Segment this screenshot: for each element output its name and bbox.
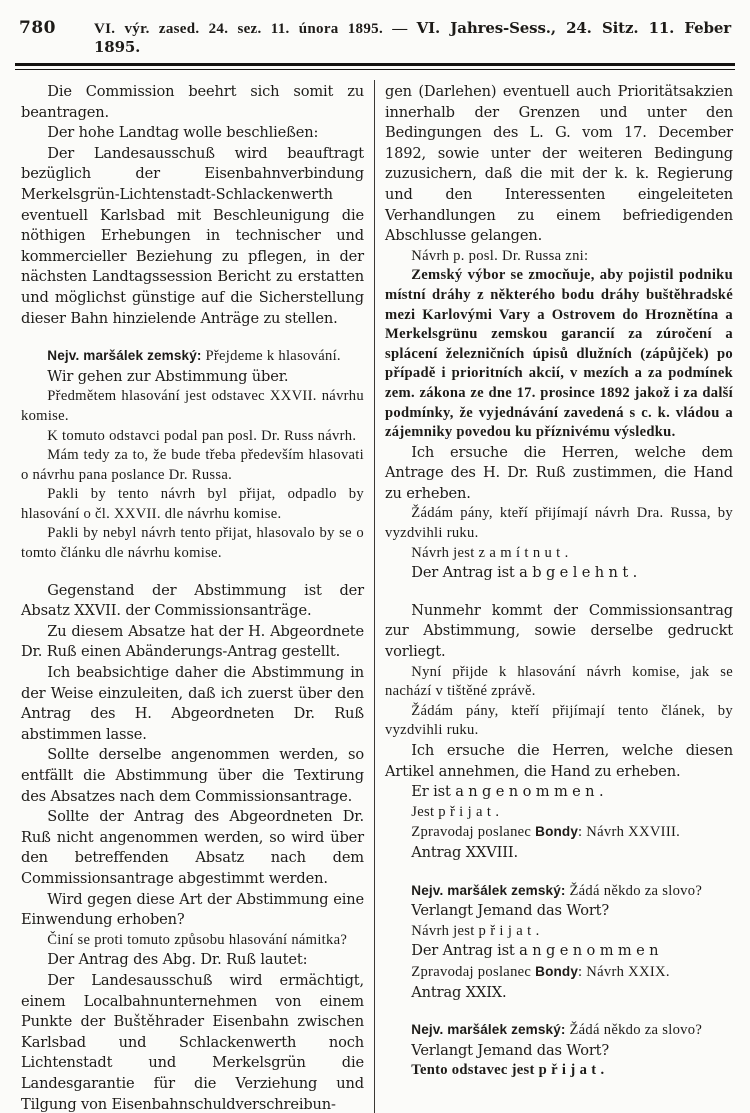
paragraph: [21, 663, 364, 745]
text-run: Návrh p. posl. Dr. Russa zni:: [411, 247, 589, 264]
page-header: [15, 18, 735, 57]
text-run: Antrag XXIX.: [411, 983, 507, 1001]
text-run: přijat.: [538, 1062, 609, 1079]
text-run: Gegenstand der Abstimmung ist der Absatz XXVII. der Commissionsanträge.: [21, 581, 364, 620]
page-number: 780: [19, 18, 56, 38]
running-head-separator: —: [383, 21, 417, 37]
paragraph: [385, 504, 733, 543]
text-run: Der Landesausschuß wird ermächtigt, einem Localbahnunternehmen von einem Punkte der Buštěhrader Eisenbahn zwischen Karlsbad und Schlackenwerth noch Lichtenstadt und Merkelsgrün die Landesgarantie für die Verziehung und Tilgung von Eisenbahnschuldverschreibun-: [21, 971, 364, 1113]
left-column: [15, 80, 375, 1113]
paragraph: [21, 745, 364, 807]
running-head-german: VI. Jahres-Sess., 24. Sitz. 11. Feber 1895.: [94, 19, 731, 56]
paragraph: [385, 601, 733, 663]
text-run: Der hohe Landtag wolle beschließen:: [47, 124, 319, 142]
text-run: zamítnut.: [478, 544, 573, 561]
text-run: Nejv. maršálek zemský:: [411, 882, 570, 898]
paragraph: [385, 563, 733, 584]
paragraph: [21, 524, 364, 563]
paragraph: [385, 922, 733, 942]
text-run: Nyní přijde k hlasování návrh komise, jak se nachází v tištěné zprávě.: [385, 663, 733, 700]
paragraph: [385, 82, 733, 247]
paragraph: [21, 367, 364, 388]
text-run: Bondy: [535, 963, 579, 979]
text-run: Verlangt Jemand das Wort?: [411, 1041, 610, 1059]
text-run: Zu diesem Absatze hat der H. Abgeordnete Dr. Ruß einen Abänderungs-Antrag gestellt.: [21, 622, 364, 661]
text-run: Nejv. maršálek zemský:: [411, 1022, 570, 1038]
text-run: angenommen: [519, 942, 663, 960]
paragraph: [21, 446, 364, 485]
paragraph: [21, 971, 364, 1113]
paragraph: [385, 941, 733, 962]
paragraph: [385, 881, 733, 902]
running-head: [94, 19, 731, 57]
text-run: Mám tedy za to, že bude třeba především hlasovati o návrhu pana poslance Dr. Russa.: [21, 447, 364, 483]
paragraph: [385, 741, 733, 782]
text-run: Bondy: [535, 824, 579, 840]
text-run: Žádá někdo za slovo?: [569, 1022, 703, 1039]
running-head-czech: VI. výr. zased. 24. sez. 11. února 1895.: [94, 21, 384, 37]
text-run: Er ist: [411, 783, 456, 801]
paragraph: [385, 1020, 733, 1041]
text-run: Tento odstavec jest: [411, 1062, 539, 1079]
paragraph: [385, 1041, 733, 1062]
text-run: Verlangt Jemand das Wort?: [411, 902, 610, 920]
paragraph: [21, 346, 364, 367]
paragraph: [21, 427, 364, 447]
paragraph: [21, 387, 364, 426]
text-run: Nunmehr kommt der Commissionsantrag zur Abstimmung, sowie derselbe gedruckt vorliegt.: [385, 601, 733, 661]
text-run: Zemský výbor se zmocňuje, aby pojistil podniku místní dráhy z některého bodu dráhy buštěhradské mezi Karlovými Vary a Ostrovem do Hroznětína a Merkelsgrünu zemskou garancií za zúročení a splácení železničních úpisů dlužních (zápůjček) po případě i prioritních akcií, v mezích a za podmínek zem. zákona ze dne 17. prosince 1892 jakož i za další podmínky, že vyjednávání zavedená s c. k. vládou a zájemniky povedou ku příznivému výsledku.: [385, 267, 733, 441]
paragraph: [21, 123, 364, 144]
text-run: angenommen.: [455, 783, 608, 801]
paragraph: [21, 82, 364, 123]
paragraph: [21, 931, 364, 951]
text-run: Žádá někdo za slovo?: [569, 882, 703, 899]
paragraph: [21, 890, 364, 931]
paragraph: [21, 950, 364, 971]
right-column: [375, 80, 735, 1113]
text-run: Pakli by nebyl návrh tento přijat, hlasovalo by se o tomto článku dle návrhu komise.: [21, 525, 364, 562]
paragraph: [385, 443, 733, 505]
text-run: : Návrh XXIX.: [578, 963, 670, 980]
text-run: Zpravodaj poslanec: [411, 824, 536, 841]
paragraph: [21, 622, 364, 663]
text-run: Wird gegen diese Art der Abstimmung eine Einwendung erhoben?: [21, 890, 364, 929]
paragraph: [385, 1061, 733, 1081]
text-run: Nejv. maršálek zemský:: [47, 348, 206, 364]
text-run: Antrag XXVIII.: [411, 843, 518, 861]
text-run: Ich ersuche die Herren, welche dem Antrage des H. Dr. Ruß zustimmen, die Hand zu erheben.: [385, 443, 733, 502]
text-run: Žádám pány, kteří přijímají návrh Dra. Russa, by vyzdvihli ruku.: [385, 505, 733, 542]
text-run: Zpravodaj poslanec: [411, 963, 536, 980]
header-rule: [15, 63, 735, 70]
paragraph: [385, 663, 733, 702]
text-run: abgelehnt.: [519, 564, 642, 582]
text-run: Der Antrag des Abg. Dr. Ruß lautet:: [47, 951, 308, 969]
text-run: Ich beabsichtige daher die Abstimmung in der Weise einzuleiten, daß ich zuerst über den Antrag des H. Abgeordneten Dr. Ruß abstimmen lasse.: [21, 664, 364, 743]
text-run: Činí se proti tomuto způsobu hlasování námitka?: [47, 931, 348, 948]
text-run: Pakli by tento návrh byl přijat, odpadlo by hlasování o čl. XXVII. dle návrhu komise.: [21, 486, 364, 522]
text-run: Wir gehen zur Abstimmung über.: [47, 367, 289, 385]
paragraph: [385, 247, 733, 267]
paragraph: [385, 843, 733, 864]
paragraph: [21, 581, 364, 622]
text-run: Předmětem hlasování jest odstavec XXVII. návrhu komise.: [21, 388, 364, 424]
paragraph: [385, 803, 733, 823]
paragraph: [385, 266, 733, 442]
text-run: Ich ersuche die Herren, welche diesen Artikel annehmen, die Hand zu erheben.: [385, 742, 733, 780]
text-run: Der Antrag ist: [411, 942, 520, 960]
paragraph: [385, 901, 733, 922]
text-run: Der Antrag ist: [411, 564, 520, 582]
text-run: Sollte derselbe angenommen werden, so entfällt die Abstimmung über die Textirung des Absatzes nach dem Commissionsantrage.: [21, 746, 364, 805]
paragraph: [385, 983, 733, 1004]
paragraph: [385, 822, 733, 843]
text-run: přijat.: [438, 803, 504, 820]
paragraph: [385, 962, 733, 983]
text-run: Jest: [411, 803, 439, 820]
paragraph: [385, 782, 733, 803]
paragraph: [21, 807, 364, 889]
text-run: K tomuto odstavci podal pan posl. Dr. Russ návrh.: [47, 427, 357, 444]
paragraph: [385, 544, 733, 564]
text-run: Die Commission beehrt sich somit zu beantragen.: [21, 83, 364, 121]
paragraph: [21, 485, 364, 524]
text-run: Přejdeme k hlasování.: [205, 348, 341, 365]
paragraph: [385, 702, 733, 741]
text-run: Návrh jest: [411, 544, 479, 561]
text-run: Der Landesausschuß wird beauftragt bezüglich der Eisenbahnverbindung Merkelsgrün-Lichtenstadt-Schlackenwerth eventuell Karlsbad mit Beschleunigung die nöthigen Erhebungen in technischer und kommercieller Beziehung zu pflegen, in der nächsten Landtagssession Bericht zu erstatten und möglichst günstige auf die Sicherstellung dieser Bahn hinzielende Anträge zu stellen.: [21, 144, 364, 327]
text-columns: [15, 80, 735, 1113]
text-run: Sollte der Antrag des Abgeordneten Dr. Ruß nicht angenommen werden, so wird über den betreffenden Absatz nach dem Commissionsantrage abgestimmt werden.: [21, 808, 364, 887]
text-run: : Návrh XXVIII.: [578, 824, 681, 841]
text-run: přijat.: [478, 922, 544, 939]
text-run: Žádám pány, kteří přijímají tento článek, by vyzdvihli ruku.: [385, 702, 733, 739]
text-run: Návrh jest: [411, 922, 479, 939]
paragraph: [21, 144, 364, 329]
text-run: gen (Darlehen) eventuell auch Prioritätsakzien innerhalb der Grenzen und unter den Bedingungen des L. G. vom 17. December 1892, sowie unter der weiteren Bedingung zuzusichern, daß die mit der k. k. Regierung und den Interessenten eingeleiteten Verhandlungen zu einem befriedigenden Abschlusse gelangen.: [385, 83, 733, 245]
